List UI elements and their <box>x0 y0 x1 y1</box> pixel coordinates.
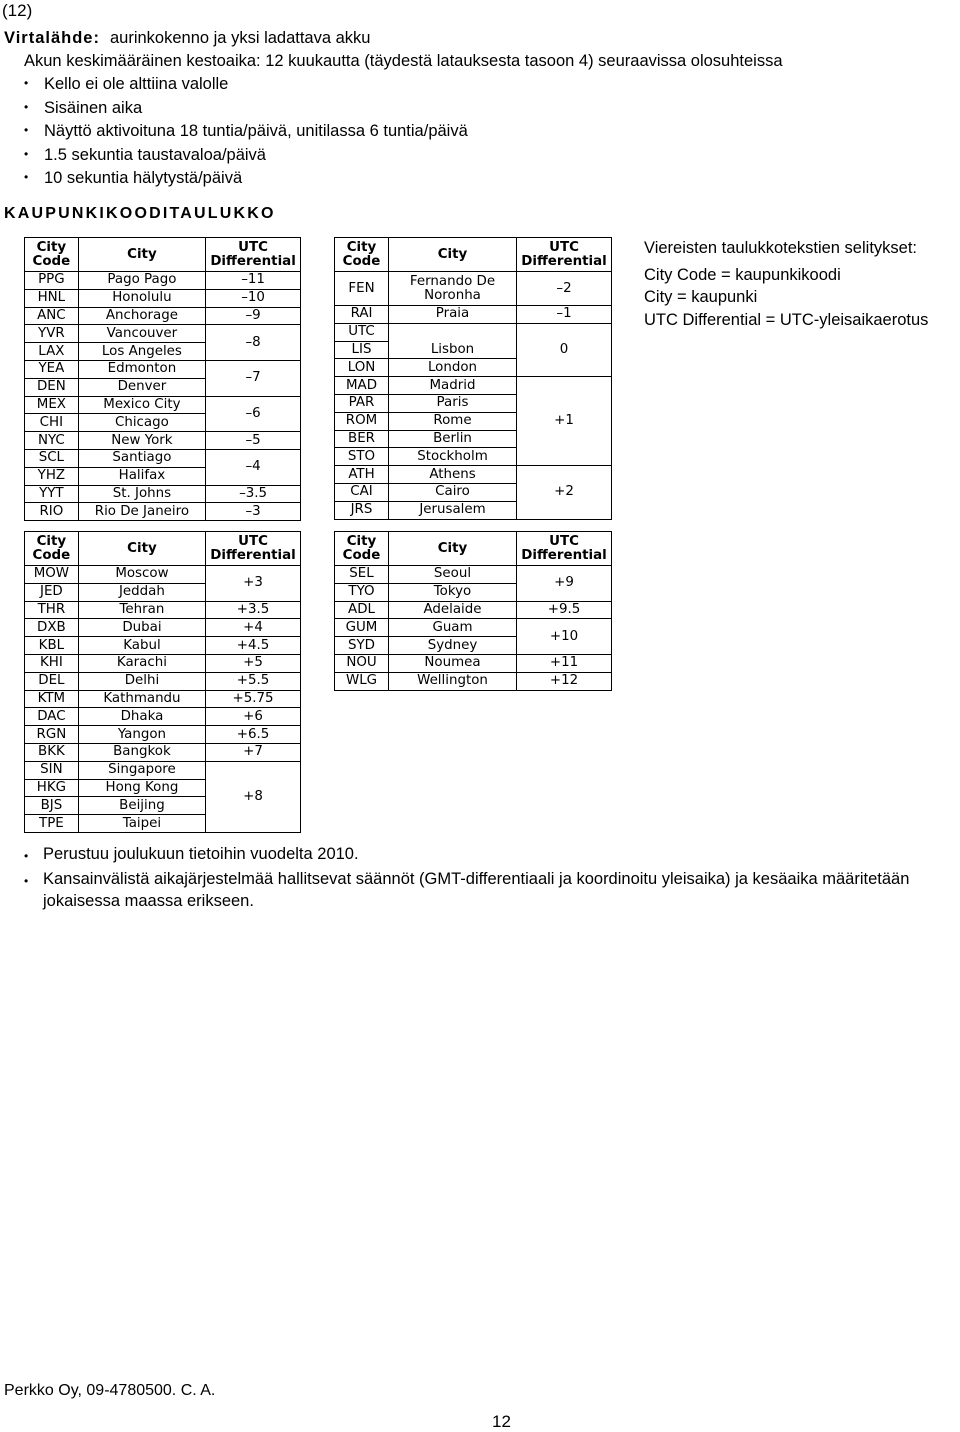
bullet-icon: • <box>24 873 29 888</box>
table-row <box>25 743 301 761</box>
city-name-cell: Fernando De Noronha <box>389 272 517 306</box>
city-name-cell: Stockholm <box>389 448 517 466</box>
header-text: UTC <box>238 533 268 549</box>
city-code-cell: DAC <box>25 708 79 726</box>
bullet-icon: • <box>24 76 29 90</box>
table-row <box>335 323 612 341</box>
table-row <box>335 601 612 619</box>
city-code-cell: RIO <box>25 503 79 521</box>
city-code-cell: PAR <box>335 394 389 412</box>
table-row <box>335 619 612 637</box>
header-utc-differential <box>206 532 301 566</box>
header-utc-differential <box>517 532 612 566</box>
power-source-label: Virtalähde: <box>4 29 100 47</box>
table-row <box>25 325 301 343</box>
city-code-cell: LIS <box>335 341 389 359</box>
condition-item <box>4 143 783 167</box>
city-code-cell: SEL <box>335 566 389 584</box>
city-name-cell: Dhaka <box>78 708 205 726</box>
utc-differential-cell: +5.75 <box>206 690 301 708</box>
city-name-cell: Delhi <box>78 672 205 690</box>
header-text: City <box>346 239 377 255</box>
table-row <box>25 289 301 307</box>
header-city: City <box>78 532 205 566</box>
bullet-icon: • <box>24 123 29 137</box>
city-name-cell: Denver <box>78 378 205 396</box>
city-name-cell: Pago Pago <box>78 272 205 290</box>
table-row <box>335 654 612 672</box>
section-title: KAUPUNKIKOODITAULUKKO <box>4 205 276 222</box>
table-row <box>25 503 301 521</box>
city-code-cell: YYT <box>25 485 79 503</box>
table-row <box>25 726 301 744</box>
table-row <box>25 708 301 726</box>
utc-differential-cell: –1 <box>517 306 612 324</box>
city-code-cell: ANC <box>25 307 79 325</box>
header-city-code <box>335 238 389 272</box>
city-code-cell: CAI <box>335 483 389 501</box>
header-text: Differential <box>521 547 607 563</box>
table-row <box>25 307 301 325</box>
city-name-cell: Edmonton <box>78 360 205 378</box>
table-row <box>25 432 301 450</box>
table-row <box>25 566 301 584</box>
table-row <box>25 485 301 503</box>
condition-text: Sisäinen aika <box>44 98 143 117</box>
city-name-cell: Jeddah <box>78 583 205 601</box>
utc-differential-cell: +3 <box>206 566 301 602</box>
table-row <box>335 672 612 690</box>
header-text: UTC <box>238 239 268 255</box>
utc-differential-cell: –10 <box>206 289 301 307</box>
city-name-cell: Bangkok <box>78 743 205 761</box>
header-city-code <box>335 532 389 566</box>
city-code-table <box>24 531 301 833</box>
header-city: City <box>78 238 205 272</box>
condition-item <box>4 166 783 190</box>
city-name-cell: Halifax <box>78 467 205 485</box>
city-name-cell: Mexico City <box>78 396 205 414</box>
city-code-table <box>334 531 612 691</box>
utc-differential-cell: –8 <box>206 325 301 361</box>
city-code-cell: KTM <box>25 690 79 708</box>
city-code-cell: MEX <box>25 396 79 414</box>
city-code-cell: GUM <box>335 619 389 637</box>
battery-runtime: Akun keskimääräinen kestoaika: 12 kuukautta (täydestä latauksesta tasoon 4) seuraavissa olosuhteissa <box>24 51 783 70</box>
bullet-icon: • <box>24 146 29 161</box>
utc-differential-cell: 0 <box>517 323 612 376</box>
city-name-cell: Tokyo <box>389 583 517 601</box>
city-code-cell: DXB <box>25 619 79 637</box>
utc-differential-cell: –2 <box>517 272 612 306</box>
city-code-cell: UTC <box>335 323 389 341</box>
header-utc-differential <box>517 238 612 272</box>
city-code-cell: KHI <box>25 654 79 672</box>
utc-differential-cell: –7 <box>206 360 301 396</box>
table-row <box>335 272 612 306</box>
city-name-cell: Vancouver <box>78 325 205 343</box>
table-header-row <box>25 532 301 566</box>
header-text: Code <box>32 253 71 269</box>
city-code-cell: ATH <box>335 466 389 484</box>
utc-differential-cell: –11 <box>206 272 301 290</box>
table-legend <box>644 237 928 331</box>
legend-item: City = kaupunki <box>644 288 758 306</box>
utc-differential-cell: –3 <box>206 503 301 521</box>
city-name-cell: Honolulu <box>78 289 205 307</box>
note-text: Kansainvälistä aikajärjestelmää hallitsevat säännöt (GMT-differentiaali ja koordinoitu yleisaika) ja kesäaika määritetään jokaisessa maassa erikseen. <box>43 869 910 910</box>
city-code-cell: SYD <box>335 637 389 655</box>
city-name-cell: Santiago <box>78 449 205 467</box>
bullet-icon: • <box>24 170 29 184</box>
note-item <box>24 843 944 868</box>
condition-text: Näyttö aktivoituna 18 tuntia/päivä, unitilassa 6 tuntia/päivä <box>44 122 468 140</box>
table-row <box>335 306 612 324</box>
utc-differential-cell: –9 <box>206 307 301 325</box>
city-code-cell: YVR <box>25 325 79 343</box>
header-city: City <box>389 532 517 566</box>
table-row <box>25 360 301 378</box>
city-code-cell: YEA <box>25 360 79 378</box>
city-code-table <box>24 237 301 521</box>
header-text: UTC <box>549 533 579 549</box>
utc-differential-cell: +1 <box>517 377 612 466</box>
city-code-cell: HKG <box>25 779 79 797</box>
city-code-cell: LAX <box>25 343 79 361</box>
city-name-cell: St. Johns <box>78 485 205 503</box>
city-code-cell: STO <box>335 448 389 466</box>
city-code-cell: FEN <box>335 272 389 306</box>
table-header-row <box>335 532 612 566</box>
header-text: Code <box>342 547 381 563</box>
utc-differential-cell: +4.5 <box>206 637 301 655</box>
city-code-cell: DEL <box>25 672 79 690</box>
city-name-cell: Kabul <box>78 637 205 655</box>
city-code-cell: HNL <box>25 289 79 307</box>
header-text: City <box>36 533 67 549</box>
condition-text: 10 sekuntia hälytystä/päivä <box>44 169 243 187</box>
bullet-icon: • <box>24 99 29 114</box>
utc-differential-cell: +5.5 <box>206 672 301 690</box>
city-name-cell: Sydney <box>389 637 517 655</box>
header-text: Differential <box>521 253 607 269</box>
city-code-cell: RAI <box>335 306 389 324</box>
utc-differential-cell: +4 <box>206 619 301 637</box>
city-name-cell: Paris <box>389 394 517 412</box>
city-code-cell: YHZ <box>25 467 79 485</box>
city-code-cell: TPE <box>25 815 79 833</box>
city-name-cell: Madrid <box>389 377 517 395</box>
utc-differential-cell: +2 <box>517 466 612 519</box>
city-code-cell: WLG <box>335 672 389 690</box>
table-row <box>25 619 301 637</box>
city-name-cell: Yangon <box>78 726 205 744</box>
header-text: City <box>346 533 377 549</box>
city-code-cell: KBL <box>25 637 79 655</box>
city-name-cell <box>389 323 517 341</box>
table-row <box>25 601 301 619</box>
city-name-cell: Singapore <box>78 761 205 779</box>
header-text: Code <box>342 253 381 269</box>
notes-section <box>24 843 944 913</box>
city-name-cell: Guam <box>389 619 517 637</box>
city-name-cell: Rio De Janeiro <box>78 503 205 521</box>
city-code-cell: BJS <box>25 797 79 815</box>
power-source-section <box>4 27 783 190</box>
city-name-cell: London <box>389 359 517 377</box>
table-row <box>25 690 301 708</box>
city-name-cell: Noumea <box>389 654 517 672</box>
city-name-cell: Wellington <box>389 672 517 690</box>
city-code-cell: ROM <box>335 412 389 430</box>
power-source-value: aurinkokenno ja yksi ladattava akku <box>109 29 371 47</box>
city-code-cell: THR <box>25 601 79 619</box>
city-name-cell: Rome <box>389 412 517 430</box>
table-row <box>25 637 301 655</box>
header-utc-differential <box>206 238 301 272</box>
city-code-cell: TYO <box>335 583 389 601</box>
legend-title: Viereisten taulukkotekstien selitykset: <box>644 239 917 257</box>
condition-text: 1.5 sekuntia taustavaloa/päivä <box>44 145 266 164</box>
city-name-cell: Cairo <box>389 483 517 501</box>
note-item <box>24 868 944 913</box>
city-name-cell: Hong Kong <box>78 779 205 797</box>
city-name-cell: Praia <box>389 306 517 324</box>
table-row <box>335 466 612 484</box>
city-code-cell: LON <box>335 359 389 377</box>
table-row <box>335 377 612 395</box>
page-label: (12) <box>2 1 33 20</box>
city-name-cell: Moscow <box>78 566 205 584</box>
city-name-cell: New York <box>78 432 205 450</box>
utc-differential-cell: –3.5 <box>206 485 301 503</box>
utc-differential-cell: +5 <box>206 654 301 672</box>
power-source-row <box>4 27 783 50</box>
table-row <box>25 272 301 290</box>
page-number: 12 <box>492 1412 511 1431</box>
city-name-cell: Jerusalem <box>389 501 517 519</box>
condition-item <box>4 72 783 96</box>
city-code-cell: ADL <box>335 601 389 619</box>
city-code-cell: SCL <box>25 449 79 467</box>
header-city: City <box>389 238 517 272</box>
table-row <box>25 672 301 690</box>
city-name-cell: Anchorage <box>78 307 205 325</box>
header-city-code <box>25 238 79 272</box>
legend-item: UTC Differential = UTC-yleisaikaerotus <box>644 310 929 329</box>
city-code-cell: JRS <box>335 501 389 519</box>
city-code-cell: BER <box>335 430 389 448</box>
condition-item <box>4 119 783 143</box>
note-text: Perustuu joulukuun tietoihin vuodelta 2010. <box>43 845 359 863</box>
city-code-cell: CHI <box>25 414 79 432</box>
city-code-cell: BKK <box>25 743 79 761</box>
utc-differential-cell: +7 <box>206 743 301 761</box>
header-city-code <box>25 532 79 566</box>
city-code-cell: MOW <box>25 566 79 584</box>
legend-item: City Code = kaupunkikoodi <box>644 265 841 284</box>
utc-differential-cell: +10 <box>517 619 612 655</box>
city-name-cell: Beijing <box>78 797 205 815</box>
table-row <box>335 566 612 584</box>
table-header-row <box>335 238 612 272</box>
city-name-cell: Los Angeles <box>78 343 205 361</box>
table-row <box>25 396 301 414</box>
condition-item <box>4 96 783 120</box>
table-row <box>25 449 301 467</box>
city-code-cell: SIN <box>25 761 79 779</box>
utc-differential-cell: +3.5 <box>206 601 301 619</box>
city-code-cell: PPG <box>25 272 79 290</box>
utc-differential-cell: +8 <box>206 761 301 832</box>
city-code-cell: MAD <box>335 377 389 395</box>
table-row <box>25 761 301 779</box>
header-text: Differential <box>210 547 296 563</box>
header-text: UTC <box>549 239 579 255</box>
utc-differential-cell: +11 <box>517 654 612 672</box>
header-text: City <box>36 239 67 255</box>
city-code-table <box>334 237 612 520</box>
table-row <box>25 654 301 672</box>
utc-differential-cell: +6.5 <box>206 726 301 744</box>
city-name-cell: Kathmandu <box>78 690 205 708</box>
utc-differential-cell: –6 <box>206 396 301 432</box>
utc-differential-cell: +6 <box>206 708 301 726</box>
utc-differential-cell: –4 <box>206 449 301 485</box>
table-header-row <box>25 238 301 272</box>
city-name-cell: Dubai <box>78 619 205 637</box>
city-code-cell: JED <box>25 583 79 601</box>
condition-text: Kello ei ole alttiina valolle <box>44 75 229 93</box>
utc-differential-cell: +9.5 <box>517 601 612 619</box>
utc-differential-cell: +12 <box>517 672 612 690</box>
city-name-cell: Tehran <box>78 601 205 619</box>
city-code-cell: RGN <box>25 726 79 744</box>
utc-differential-cell: +9 <box>517 566 612 602</box>
city-name-cell: Seoul <box>389 566 517 584</box>
footer-contact: Perkko Oy, 09-4780500. C. A. <box>4 1382 216 1399</box>
city-code-cell: DEN <box>25 378 79 396</box>
header-text: Differential <box>210 253 296 269</box>
city-name-cell: Berlin <box>389 430 517 448</box>
city-name-cell: Taipei <box>78 815 205 833</box>
city-name-cell: Athens <box>389 466 517 484</box>
city-name-cell: Adelaide <box>389 601 517 619</box>
city-code-cell: NYC <box>25 432 79 450</box>
city-name-cell: Chicago <box>78 414 205 432</box>
city-name-cell: Lisbon <box>389 341 517 359</box>
city-name-cell: Karachi <box>78 654 205 672</box>
city-code-cell: NOU <box>335 654 389 672</box>
bullet-icon: • <box>24 849 29 863</box>
utc-differential-cell: –5 <box>206 432 301 450</box>
header-text: Code <box>32 547 71 563</box>
